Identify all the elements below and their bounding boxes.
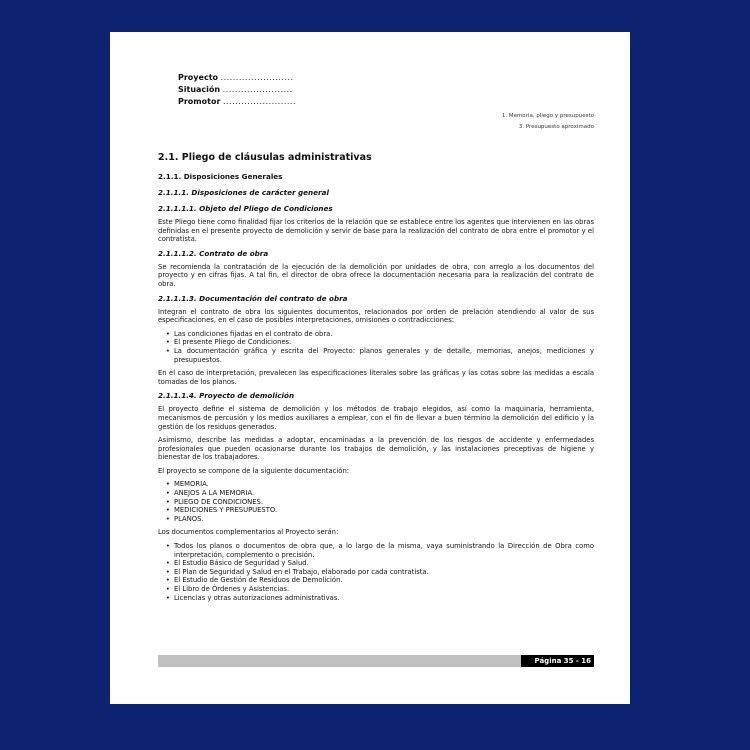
paragraph: Este Pliego tiene como finalidad fijar los criterios de la relación que se establece entre los agentes que intervienen en las obras definidas en el presente proyecto de demolición y servir de base para la realización del contrato de obra entre el promotor y el contratista.	[158, 218, 594, 244]
list-item: • MEDICIONES Y PRESUPUESTO.	[172, 506, 594, 515]
header-label: Proyecto	[178, 73, 219, 82]
paragraph: En el caso de interpretación, prevalecen las especificaciones literales sobre las gráficas y las cotas sobre las medidas a escala tomadas de los planos.	[158, 369, 594, 386]
bullet-list	[158, 480, 594, 523]
subsection-title: 2.1.1. Disposiciones Generales	[158, 172, 283, 181]
header-row-proyecto	[178, 72, 296, 84]
list-item: • PLANOS.	[172, 515, 594, 524]
paragraph: Los documentos complementarios al Proyecto serán:	[158, 528, 339, 537]
section-objeto	[158, 204, 594, 244]
list-item: • Licencias y otras autorizaciones administrativas.	[172, 594, 594, 603]
project-header	[178, 72, 296, 108]
breadcrumb-level-1: 1. Memoria, pliego y presupuesto	[501, 113, 594, 119]
header-dots: ........................	[222, 97, 296, 106]
list-item: • El Estudio de Gestión de Residuos de Demolición.	[172, 576, 594, 585]
paragraph: El proyecto se compone de la siguiente documentación:	[158, 466, 350, 475]
list-item: • Todos los planos o documentos de obra que, a lo largo de la misma, vaya suministrando la Dirección de Obra como interpretación, complemento o precisión.	[172, 542, 594, 559]
breadcrumb-level-2: 3. Presupuesto aproximado	[518, 124, 594, 130]
list-item: • El Plan de Seguridad y Salud en el Trabajo, elaborado por cada contratista.	[172, 568, 594, 577]
clause-title: 2.1.1.1.4. Proyecto de demolición	[158, 391, 295, 401]
paragraph: Integran el contrato de obra los siguientes documentos, relacionados por orden de prelación atendiendo al valor de sus especificaciones, en el caso de posibles interpretaciones, omisiones o contradicciones:	[158, 307, 594, 325]
list-item: • El Libro de Órdenes y Asistencias.	[172, 585, 594, 594]
list-item: • El Estudio Básico de Seguridad y Salud.	[172, 559, 594, 568]
bullet-list	[158, 542, 594, 602]
paragraph: Se recomienda la contratación de la ejecución de la demolición por unidades de obra, con arreglo a los documentos del proyecto y en cifras fijas. A tal fin, el director de obra ofrece la documentación necesaria para la realización del contrato de obra.	[158, 262, 594, 288]
list-item: • ANEJOS A LA MEMORIA.	[172, 489, 594, 498]
clause-title: 2.1.1.1.1. Objeto del Pliego de Condiciones	[158, 204, 333, 213]
section-proyecto	[158, 391, 594, 602]
breadcrumb	[502, 111, 594, 133]
header-label: Promotor	[178, 97, 221, 106]
header-label: Situación	[178, 85, 221, 94]
footer-bar	[158, 655, 594, 667]
document-page	[110, 32, 630, 704]
header-dots: .......................	[222, 85, 293, 94]
subsubsection-title: 2.1.1.1. Disposiciones de carácter general	[158, 188, 329, 197]
header-row-situacion	[178, 84, 296, 96]
section-documentacion	[158, 294, 594, 387]
clause-title: 2.1.1.1.3. Documentación del contrato de obra	[158, 293, 348, 303]
section-contrato	[158, 249, 594, 289]
document-content	[158, 152, 594, 607]
clause-title: 2.1.1.1.2. Contrato de obra	[158, 248, 269, 258]
bullet-list	[158, 330, 594, 364]
list-item: • La documentación gráfica y escrita del Proyecto: planos generales y de detalle, memorias, anejos, mediciones y presupuestos.	[172, 347, 594, 364]
list-item: • Las condiciones fijadas en el contrato de obra.	[172, 330, 594, 339]
list-item: • MEMORIA.	[172, 480, 594, 489]
list-item: • El presente Pliego de Condiciones.	[172, 338, 594, 347]
page-number-badge: Página 35 - 16	[521, 655, 594, 667]
header-dots: ........................	[220, 73, 294, 82]
list-item: • PLIEGO DE CONDICIONES.	[172, 498, 594, 507]
paragraph: Asimismo, describe las medidas a adoptar, encaminadas a la prevención de los riesgos de accidente y enfermedades profesionales que pueden ocasionarse durante los trabajos de demolición, y las instalaciones preceptivas de higiene y bienestar de los trabajadores.	[158, 436, 594, 462]
header-row-promotor	[178, 96, 296, 108]
section-title: 2.1. Pliego de cláusulas administrativas	[158, 152, 372, 163]
paragraph: El proyecto define el sistema de demolición y los métodos de trabajo elegidos, así como la maquinaria, herramienta, mecanismos de percusión y los medios auxiliares a emplear, con el fin de llevar a buen término la demolición del edificio y la gestión de los residuos generados.	[158, 405, 594, 431]
